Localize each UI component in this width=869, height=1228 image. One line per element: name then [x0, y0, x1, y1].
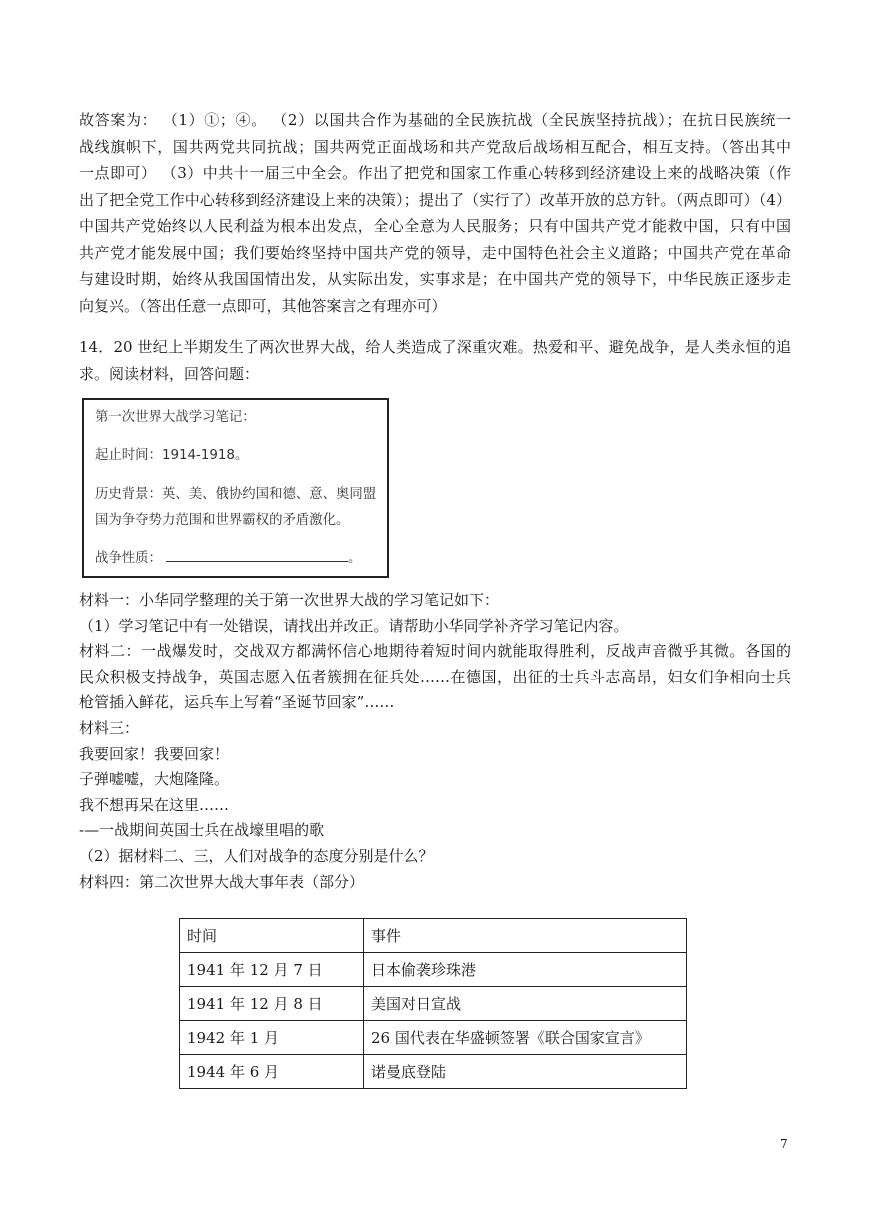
material-line: 材料二：一战爆发时，交战双方都满怀信心地期待着短时间内就能取得胜利，反战声音微乎其微。各国的 [79, 642, 791, 661]
cell-time: 1942 年 1 月 [180, 1021, 364, 1055]
table-row [180, 1021, 687, 1055]
answer-line: 一点即可） （3）中共十一届三中全会。作出了把党和国家工作重心转移到经济建设上来的战略决策（作 [79, 164, 791, 182]
cell-event: 美国对日宣战 [364, 987, 687, 1021]
answer-line: 出了把全党工作中心转移到经济建设上来的决策）；提出了（实行了）改革开放的总方针。（两点即可）（4） [79, 190, 791, 209]
material-line: 材料四：第二次世界大战大事年表（部分） [79, 872, 365, 891]
material-line: 枪管插入鲜花，运兵车上写着“圣诞节回家”…… [79, 693, 395, 712]
cell-event: 日本偷袭珍珠港 [364, 953, 687, 987]
answer-line: 战线旗帜下，国共两党共同抗战；国共两党正面战场和共产党敌后战场相互配合，相互支持。（答出其中 [79, 137, 791, 156]
answer-paragraph [79, 107, 791, 319]
answer-line: 故答案为： （1）①；④。 （2）以国共合作为基础的全民族抗战（全民族坚持抗战）；在抗日民族统一 [79, 111, 791, 129]
header-event: 事件 [364, 919, 687, 953]
question-line: 14．20 世纪上半期发生了两次世界大战，给人类造成了深重灾难。热爱和平、避免战争，是人类永恒的追 [79, 338, 791, 356]
cell-event: 诺曼底登陆 [364, 1055, 687, 1089]
note-time: 起止时间：1914-1918。 [95, 448, 249, 463]
note-nature-label: 战争性质： [95, 551, 162, 566]
material-line: 我不想再呆在这里…… [79, 795, 230, 814]
note-background-line: 历史背景：英、美、俄协约国和德、意、奥同盟 [95, 487, 377, 502]
cell-time: 1941 年 12 月 7 日 [180, 953, 364, 987]
answer-line: 与建设时期，始终从我国国情出发，从实际出发，实事求是；在中国共产党的领导下，中华民族正逐步走 [79, 270, 791, 288]
table-row [180, 987, 687, 1021]
cell-time: 1944 年 6 月 [180, 1055, 364, 1089]
question-line: 求。阅读材料，回答问题： [79, 364, 260, 383]
table-header-row [180, 919, 687, 953]
header-time: 时间 [180, 919, 364, 953]
material-line: （2）据材料二、三，人们对战争的态度分别是什么？ [79, 846, 434, 865]
study-note-card [82, 398, 389, 578]
material-line: 我要回家！我要回家！ [79, 744, 230, 763]
material-line: 民众积极支持战争，英国志愿入伍者簇拥在征兵处……在德国，出征的士兵斗志高昂，妇女们争相向士兵 [79, 667, 791, 686]
answer-line: 中国共产党始终以人民利益为根本出发点，全心全意为人民服务；只有中国共产党才能救中国，只有中国 [79, 217, 791, 235]
note-background-line: 国为争夺势力范围和世界霸权的矛盾激化。 [95, 513, 350, 528]
material-line: 子弹嘘嘘，大炮隆隆。 [79, 770, 230, 789]
material-line: （1）学习笔记中有一处错误，请找出并改正。请帮助小华同学补齐学习笔记内容。 [79, 616, 629, 635]
material-line: -—一战期间英国士兵在战壕里唱的歌 [79, 821, 325, 840]
answer-blank [166, 547, 348, 562]
table-row [180, 953, 687, 987]
page-number: 7 [780, 1137, 788, 1151]
question-14 [79, 334, 791, 387]
note-nature [95, 547, 361, 566]
cell-event: 26 国代表在华盛顿签署《联合国家宣言》 [364, 1021, 687, 1055]
cell-time: 1941 年 12 月 8 日 [180, 987, 364, 1021]
note-title: 第一次世界大战学习笔记： [95, 410, 256, 425]
note-nature-end: 。 [347, 551, 362, 566]
ww2-events-table [179, 918, 687, 1089]
material-line: 材料三： [79, 718, 140, 737]
materials-section [79, 588, 791, 895]
answer-line: 向复兴。（答出任意一点即可，其他答案言之有理亦可） [79, 296, 447, 315]
answer-line: 共产党才能发展中国；我们要始终坚持中国共产党的领导，走中国特色社会主义道路；中国共产党在革命 [79, 243, 791, 262]
material-line: 材料一：小华同学整理的关于第一次世界大战的学习笔记如下： [79, 591, 500, 609]
table-row [180, 1055, 687, 1089]
